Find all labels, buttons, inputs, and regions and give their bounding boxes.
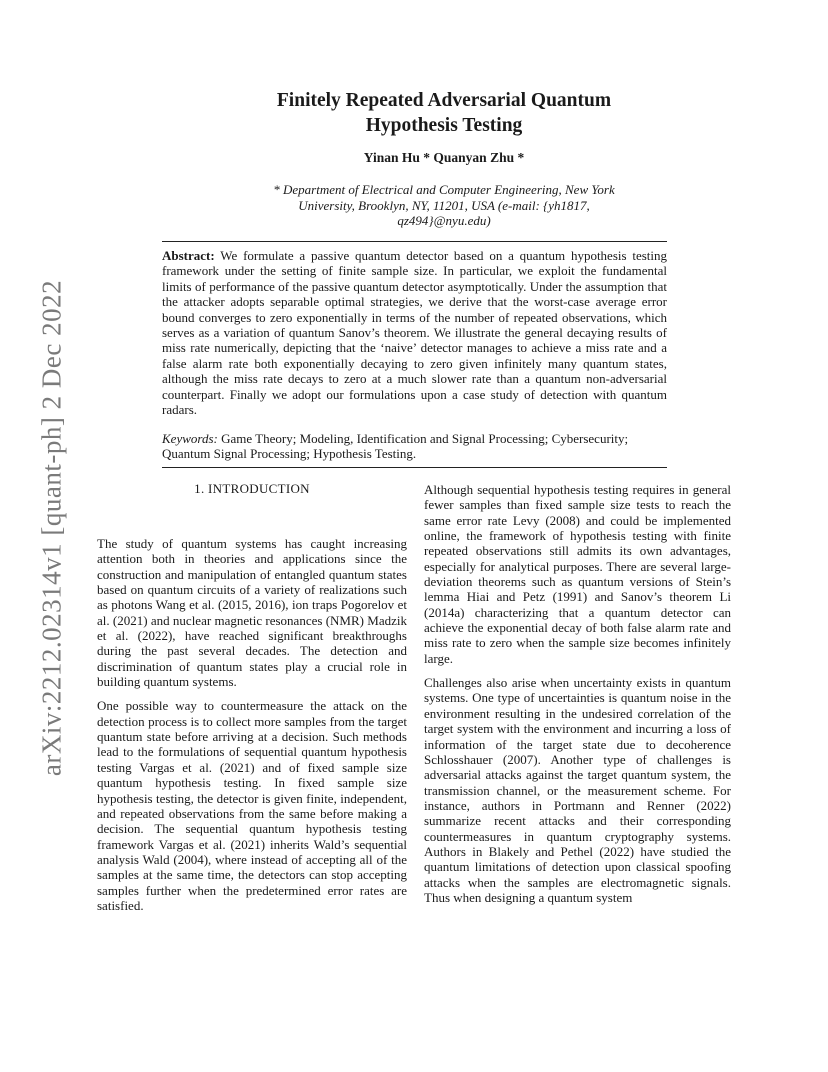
right-column [424,482,731,905]
affiliation-line-2: University, Brooklyn, NY, 11201, USA (e-mail: {yh1817, [298,197,590,213]
abstract-text: We formulate a passive quantum detector based on a quantum hypothesis testing framework under the setting of finite sample size. In particular, we exploit the fundamental limits of performance of the passive quantum detector asymptotically. Under the assumption that the attacker adopts separable optimal strategies, we derive that the worst-case average error bound converges to zero exponentially in terms of the number of repeated observations, which serves as a variation of quantum Sanov’s theorem. We illustrate the general decaying results of miss rate numerically, depicting that the ‘naive’ detector manages to achieve a miss rate and a false alarm rate both exponentially decaying to zero given infinitely many quantum states, although the miss rate decays to zero at a much slower rate than a quantum non-adversarial counterpart. Finally we adopt our formulations upon a case study of detection with quantum radars. [162,248,668,418]
keywords-text: Game Theory; Modeling, Identification and Signal Processing; Cybersecurity; Quantum Signal Processing; Hypothesis Testing. [162,431,629,462]
author-list: Yinan Hu * Quanyan Zhu * [363,150,525,165]
abstract-top-rule [162,241,667,242]
affiliation-line-3: qz494}@nyu.edu) [397,213,491,228]
title-line-2: Hypothesis Testing [365,115,523,136]
left-column [97,536,407,913]
affiliation [240,182,648,229]
right-paragraph-1: Although sequential hypothesis testing requires in general fewer samples than fixed sample size tests to reach the same error rate Levy (2008) and could be implemented online, the framework of hypothesis testing with finite repeated observations still admits its own advantages, especially for analytical purposes. There are several large-deviation theorems such as quantum versions of Stein’s lemma Hiai and Petz (1991) and Sanov’s theorem Li (2014a) characterizing that a quantum detector can achieve the exponential decay of both false alarm rate and miss rate to zero when the sample size becomes infinitely large. [424,482,731,666]
arxiv-sidebar-stamp: arXiv:2212.02314v1 [quant-ph] 2 Dec 2022 [36,279,67,777]
section-heading-introduction: 1. INTRODUCTION [194,481,310,496]
abstract-label: Abstract: [162,248,215,263]
keywords [162,431,667,462]
keywords-label: Keywords: [162,431,218,446]
keywords-bottom-rule [162,467,667,468]
affiliation-line-1: * Department of Electrical and Computer Engineering, New York [273,182,615,197]
left-paragraph-2: One possible way to countermeasure the attack on the detection process is to collect more samples from the target quantum state before arriving at a decision. Such methods lead to the formulations of sequential quantum hypothesis testing Vargas et al. (2021) and of fixed sample size quantum hypothesis testing. In fixed sample size hypothesis testing, the detector is given finite, independent, and repeated observations from the same before making a decision. The sequential quantum hypothesis testing framework Vargas et al. (2021) inherits Wald’s sequential analysis Wald (2004), where instead of accepting all of the samples at the same time, the detectors can stop accepting samples further when the predetermined error rates are satisfied. [97,698,407,913]
abstract [162,248,667,417]
title-line-1: Finitely Repeated Adversarial Quantum [276,90,612,111]
paper-title [160,88,728,138]
left-paragraph-1: The study of quantum systems has caught increasing attention both in theories and applications since the construction and manipulation of entangled quantum states based on quantum circuits of a variety of realizations such as photons Wang et al. (2015, 2016), ion traps Pogorelov et al. (2021) and nuclear magnetic resonances (NMR) Madzik et al. (2022), have reached significant breakthroughs during the past several decades. The detection and discrimination of quantum states play a crucial role in building quantum systems. [97,536,407,690]
right-paragraph-2: Challenges also arise when uncertainty exists in quantum systems. One type of uncertainties is quantum noise in the environment resulting in the undesired correlation of the target system with the environment and incurring a loss of information of the target state due to decoherence Schlosshauer (2007). Another type of challenges is adversarial attacks against the target quantum system, the transmission channel, or the measurement scheme. For instance, authors in Portmann and Renner (2022) summarize recent attacks and their corresponding countermeasures in quantum cryptography systems. Authors in Blakely and Pethel (2022) have studied the quantum limitations of detection upon classical spoofing attacks when the samples are electromagnetic signals. Thus when designing a quantum system [424,675,731,905]
